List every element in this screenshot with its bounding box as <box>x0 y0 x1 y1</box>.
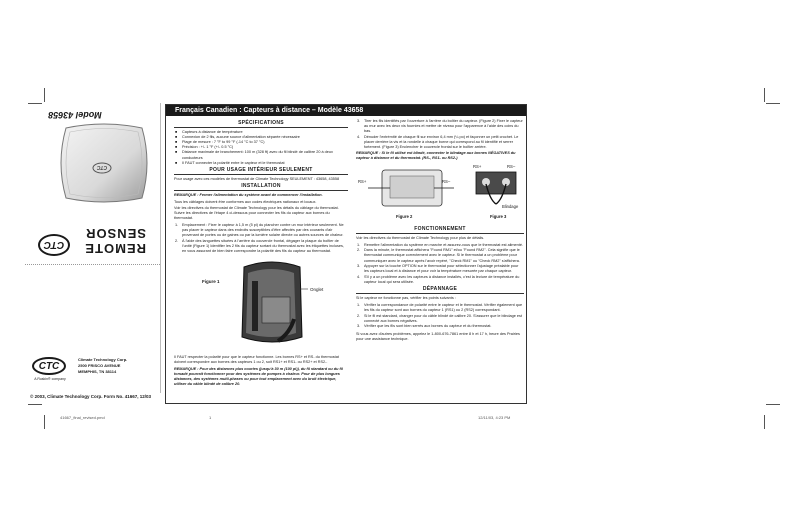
troubleshooting-intro: Si le capteur ne fonctionne pas, vérifier les points suivants : <box>356 296 456 301</box>
polarity-note: Il FAUT respecter la polarité pour que le capteur fonctionne. Les bornes RS+ et RS- du thermostat doivent correspondre aux bornes des capteurs 1 ou 2, soit RS1+ et RS1- ou RS2+ et RS2-. <box>174 355 339 365</box>
troubleshooting-outro: Si vous avez d'autres problèmes, appelez le 1-800-676-7861 entre 8 h et 17 h, heure des Prairies pour une assistance technique. <box>356 331 520 341</box>
crop-mark <box>764 88 765 102</box>
footer-filename: 41667_final_revised.pmd <box>60 415 105 420</box>
shield-remark: REMARQUE : Si le fil utilisé est blindé, connecter le blindage aux bornes NÉGATIVES du capteur à distance et du thermostat. (RS-, RS1- ou RS2-) <box>356 150 516 160</box>
spec-item: ■ Il FAUT connecter la polarité entre le capteur et le thermostat <box>182 161 348 166</box>
cover-title <box>40 212 150 260</box>
spec-item: ■ Distance maximale de branchement: 100 m (328 ft) avec du fil blindé de calibre 20 à deux conducteurs <box>182 150 348 160</box>
company-logo <box>30 357 68 384</box>
spec-item: ■ Capteurs à distance de température <box>182 130 348 135</box>
company-address <box>78 357 127 375</box>
company-address-line2: MEMPHIS, TN 38114 <box>78 369 117 374</box>
figure-3-rs-plus: RS+ <box>473 163 482 169</box>
spec-item: ■ Précision : +/- 1 °F (+/- 0.5 °C) <box>182 145 348 150</box>
figure-1-drawing <box>234 257 308 349</box>
crop-mark <box>44 88 45 102</box>
troubleshooting-step: 2. Si le fil est standard, changer pour du câble blindé de calibre 20. S'assurer que le blindage est connecté aux bornes négatives. <box>357 313 522 323</box>
install-paragraph: Tous les câblages doivent être conformes aux codes électriques nationaux et locaux. <box>174 199 317 204</box>
install-steps <box>174 223 348 254</box>
cover-title-line2: SENSOR <box>85 226 146 241</box>
figure-2-rs-plus: RS+ <box>358 178 367 184</box>
crop-mark <box>766 404 780 405</box>
panel-header: Français Canadien : Capteurs à distance – Modèle 43658 <box>166 105 526 116</box>
copyright: © 2003, Climate Technology Corp. Form No. 41667, 12/03 <box>30 394 152 399</box>
troubleshooting-step: 3. Vérifier que les fils sont bien serrés aux bornes du capteur et du thermostat. <box>357 324 492 329</box>
polarity-remark: REMARQUE : Pour des distances plus courtes (jusqu'à 30 m (100 pi)), du fil standard ou du fil torsadé pourrait fonctionner pour des systèmes de pompes à chaleur. Pour de plus longues distances, des systèmes multi-phases ou pour tout emplacement avec du bruit électrique, utiliser du câble blindé de calibre 20. <box>174 366 343 387</box>
install-title: INSTALLATION <box>174 184 348 191</box>
operation-step: 1. Remettre l'alimentation du système en marche et assurez-vous que le thermostat est alimenté. <box>357 242 524 247</box>
figure-1-callout: Onglet <box>310 287 324 293</box>
spec-item: ■ Connexion de 2 fils, aucune source d'alimentation séparée nécessaire <box>182 135 348 140</box>
footer-page: 1 <box>209 415 212 420</box>
crop-mark <box>766 103 780 104</box>
cover-model-number: Model 43658 <box>48 110 102 120</box>
company-name: Climate Technology Corp. <box>78 357 128 362</box>
install-paragraph: Voir les directives du thermostat de Climate Technology pour les détails du câblage du thermostat. Suivre les directives de l'étape 4 ci-dessous pour connecter les fils du capteur aux bornes du thermostat. <box>174 206 339 221</box>
remote-sensor-image <box>54 118 154 208</box>
operation-steps <box>356 243 524 286</box>
install-step: 2. À l'aide des languettes situées à l'arrière du couvercle frontal, dégager la plaque du boîtier de l'unité (Figure 1) Identifier les 2 fils du capteur sortant du thermostat avec les étiquettes incluses, en vous assurant de bien faire correspondre la polarité des fils du capteur au thermostat. <box>175 238 344 254</box>
install-step: 3. Tirer les fils identifiés par l'ouverture à l'arrière du boîtier du capteur. (Figure 2) Fixer le capteur au mur avec les deux vis fournies et mettre de niveau pour l'apparence à l'aide des coins du bas. <box>357 119 523 134</box>
crop-mark <box>44 415 45 429</box>
install-remark: REMARQUE : Fermer l'alimentation du système avant de commencer l'installation. <box>174 193 323 198</box>
footer-date: 12/11/03, 4:23 PM <box>478 415 511 420</box>
install-steps-continued <box>356 119 524 150</box>
specs-list <box>174 130 348 166</box>
ctc-logo: CTC <box>32 357 66 375</box>
company-address-line1: 2500 FRISCO AVENUE <box>78 363 121 368</box>
crop-mark <box>28 404 42 405</box>
troubleshooting-steps <box>356 303 524 330</box>
figure-3-drawing <box>474 170 518 206</box>
trim-line <box>25 264 160 265</box>
spec-item: ■ Plage de mesure : 7 °F to 99 °F (-14 °C to 37 °C) <box>182 140 348 145</box>
indoor-text: Pour usage avec ces modèles de thermostat de Climate Technology SEULEMENT : 43658, 43558 <box>174 176 340 181</box>
figure-2-drawing <box>366 166 456 212</box>
cover-ctc-logo: CTC <box>38 234 70 256</box>
figure-2-label: Figure 2 <box>396 213 413 219</box>
cover-title-line1: REMOTE <box>84 241 146 256</box>
install-step: 4. Dénuder l'extrémité de chaque fil sur environ 6,4 mm (¼ po) et façonner un petit crochet. Le placer derrière la vis et la rondelle à chaque borne qui correspond au fil identifié et serrer fortement. (Figure 3) Enclencher le couvercle frontal sur le boîtier arrière. <box>357 134 519 150</box>
figure-3-label: Figure 3 <box>490 213 507 219</box>
operation-step: 4. S'il y a un problème avec les capteurs à distance installés, c'est la lecture de température du capteur local qui sera utilisée. <box>357 274 520 285</box>
figure-1-label: Figure 1 <box>202 279 220 285</box>
logo-tagline: A Ruskin® company <box>34 377 66 381</box>
instructions-panel <box>165 104 527 404</box>
figure-1 <box>174 257 348 352</box>
fold-line <box>160 103 161 393</box>
figures-2-3 <box>356 164 524 224</box>
crop-mark <box>764 415 765 429</box>
column-right <box>356 119 524 343</box>
operation-step: 2. Dans la minute, le thermostat affichera "Found RM1" et/ou "Found RM2". Cela signifie que le thermostat communique correctement avec le capteur. Si le thermostat a un problème pour communiquer avec le capteur après l'avoir repéré, "Check RM1" ou "Check RM2" s'affichera. <box>357 248 520 263</box>
column-left <box>174 119 348 389</box>
figure-3-blindage: Blindage <box>502 203 519 209</box>
operation-title: FONCTIONNEMENT <box>356 227 524 234</box>
figure-3-rs-minus: RS– <box>507 163 516 169</box>
install-step: 1. Emplacement : Fixer le capteur à 1,5 m (5 pi) du plancher contre un mur intérieur seulement. Ne pas placer le capteur dans des endroits susceptibles d'être affectés par des courants d'air provenant de portes ou de gaines ou par la lumière solaire directe ou autres sources de chaleur. <box>175 223 344 238</box>
figure-2-rs-minus: RS– <box>442 178 451 184</box>
operation-intro: Voir les directives du thermostat de Climate Technology pour plus de détails. <box>356 236 485 241</box>
troubleshooting-step: 1. Vérifier la correspondance de polarité entre le capteur et le thermostat. Vérifier également que les fils du capteur sont aux bornes du capteur 1 (RS1) ou 2 (RS2) correspondant. <box>357 302 523 312</box>
specs-title: SPÉCIFICATIONS <box>174 121 348 128</box>
svg-text:CTC: CTC <box>96 164 108 170</box>
operation-step: 3. Appuyer sur la touche OPTION sur le thermostat pour sélectionner l'ajustage préalable pour les capteurs local et à distance et pour voir la température mesurée par chaque capteur. <box>357 264 519 274</box>
troubleshooting-title: DÉPANNAGE <box>356 287 524 294</box>
indoor-title: POUR USAGE INTÉRIEUR SEULEMENT <box>174 168 348 175</box>
